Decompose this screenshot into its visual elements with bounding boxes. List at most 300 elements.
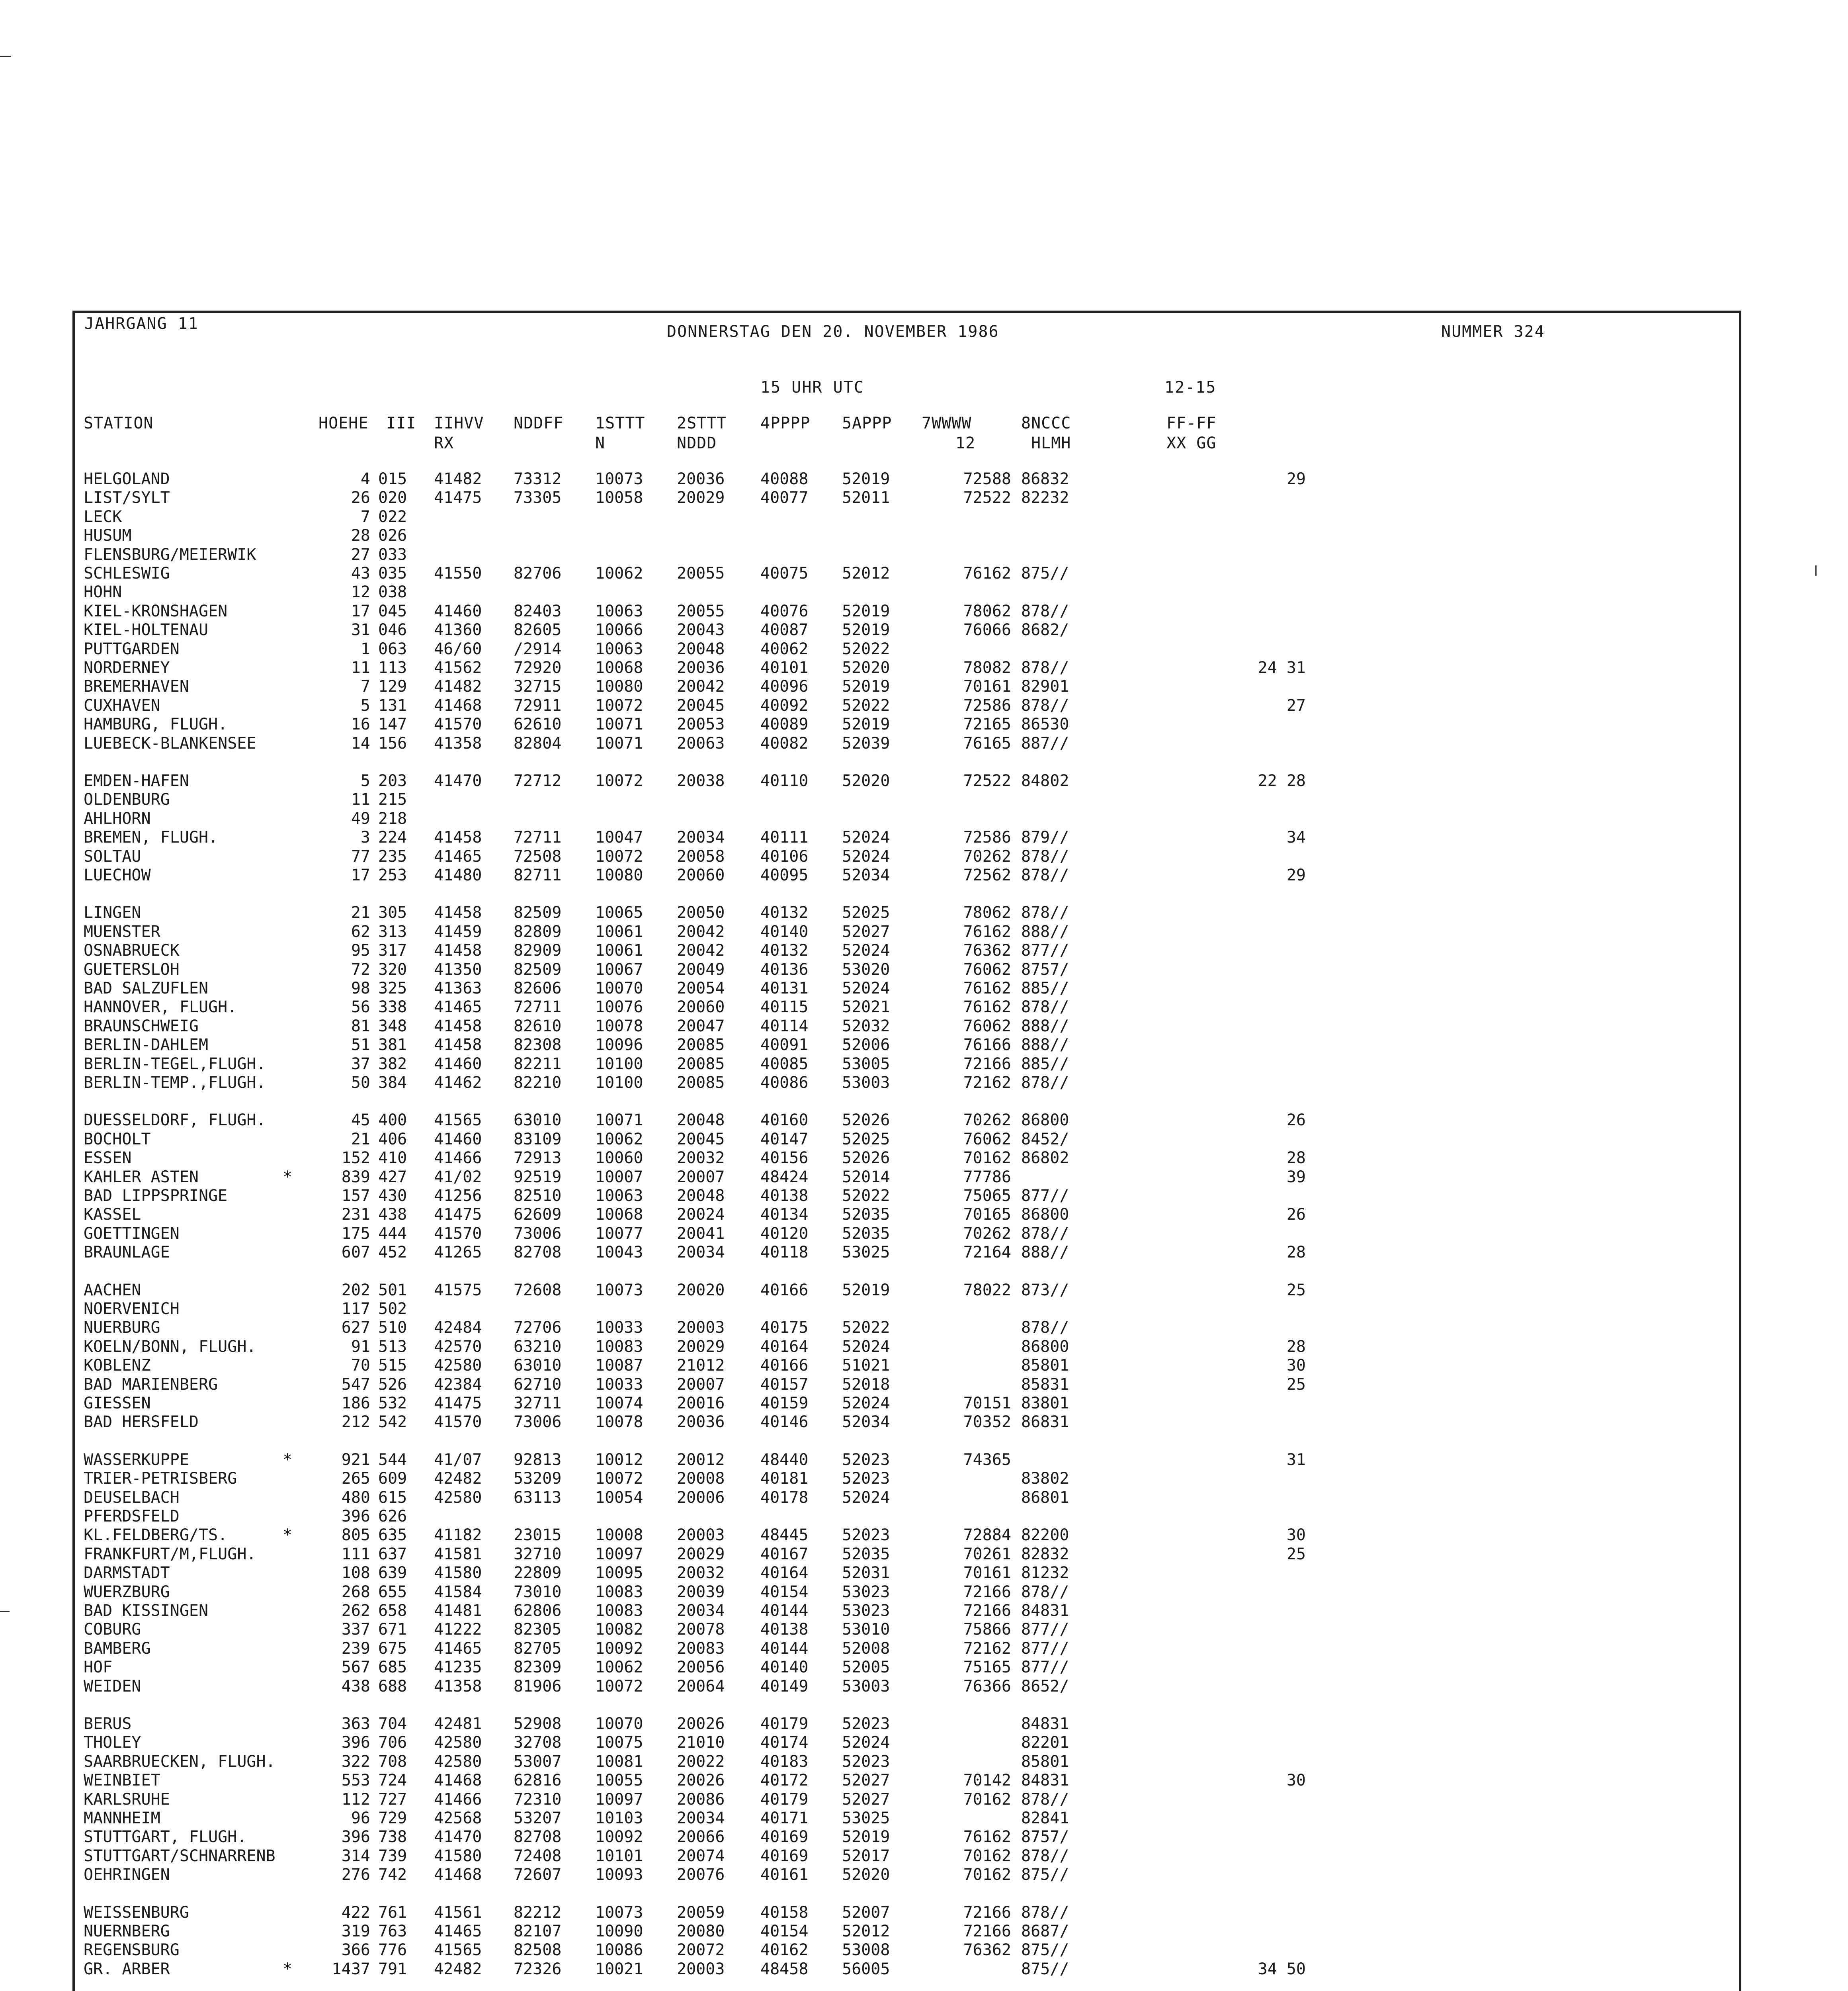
- station-index: 515: [378, 1356, 407, 1375]
- group-4pppp: 40158: [760, 1903, 809, 1922]
- group-iihvv: 41462: [434, 1074, 482, 1092]
- group-2sttt: 20072: [677, 1941, 725, 1960]
- station-name: LIST/SYLT: [84, 489, 170, 507]
- group-1sttt: 10072: [595, 772, 643, 790]
- group-2sttt: 20064: [677, 1677, 725, 1696]
- group-iihvv: 41468: [434, 1771, 482, 1790]
- gust-value: 25: [1286, 1545, 1306, 1563]
- group-1sttt: 10071: [595, 715, 643, 734]
- group-2sttt: 20058: [677, 847, 725, 866]
- group-5appp: 52012: [842, 1922, 890, 1940]
- group-iihvv: 41465: [434, 1639, 482, 1658]
- group-4pppp: 40101: [760, 659, 809, 677]
- group-4pppp: 40172: [760, 1771, 809, 1790]
- group-4pppp: 40183: [760, 1752, 809, 1771]
- station-index: 671: [378, 1620, 407, 1639]
- group-4pppp: 40089: [760, 715, 809, 734]
- station-name: KOBLENZ: [84, 1356, 151, 1375]
- group-5appp: 52024: [842, 1394, 890, 1412]
- margin-mark: [1815, 565, 1817, 576]
- gust-value: 24 31: [1258, 659, 1306, 677]
- group-1sttt: 10071: [595, 1111, 643, 1130]
- group-2sttt: 20085: [677, 1054, 725, 1073]
- station-height: 363: [341, 1715, 370, 1733]
- group-iihvv: 41468: [434, 1866, 482, 1884]
- group-1sttt: 10073: [595, 470, 643, 488]
- group-8nccc: 84831: [1021, 1771, 1069, 1790]
- group-2sttt: 20053: [677, 715, 725, 734]
- station-index: 776: [378, 1941, 407, 1960]
- group-nddff: 81906: [514, 1677, 562, 1696]
- station-index: 510: [378, 1318, 407, 1337]
- group-1sttt: 10065: [595, 904, 643, 922]
- group-nddff: 82509: [514, 960, 562, 979]
- group-8nccc: 875//: [1021, 1941, 1069, 1960]
- group-nddff: 72913: [514, 1149, 562, 1168]
- station-index: 131: [378, 696, 407, 715]
- station-index: 020: [378, 489, 407, 507]
- margin-mark: [0, 56, 11, 57]
- group-iihvv: 41458: [434, 828, 482, 847]
- group-1sttt: 10062: [595, 1130, 643, 1148]
- group-8nccc: 877//: [1021, 1658, 1069, 1677]
- group-nddff: 72711: [514, 998, 562, 1017]
- group-7wwww: 72162: [963, 1074, 1011, 1092]
- group-2sttt: 20048: [677, 1187, 725, 1205]
- group-2sttt: 20034: [677, 1602, 725, 1620]
- group-iihvv: 41480: [434, 866, 482, 884]
- group-4pppp: 40114: [760, 1017, 809, 1035]
- station-index: 063: [378, 640, 407, 658]
- station-index: 406: [378, 1130, 407, 1148]
- gust-value: 30: [1286, 1771, 1306, 1790]
- group-4pppp: 40132: [760, 941, 809, 960]
- group-iihvv: 41460: [434, 1130, 482, 1148]
- group-1sttt: 10067: [595, 960, 643, 979]
- group-7wwww: 72522: [963, 772, 1011, 790]
- group-iihvv: 41570: [434, 1224, 482, 1243]
- station-name: BERUS: [84, 1715, 132, 1733]
- gust-value: 28: [1286, 1337, 1306, 1356]
- station-height: 77: [351, 847, 370, 866]
- col-station: STATION: [84, 414, 154, 432]
- group-iihvv: 41481: [434, 1602, 482, 1620]
- group-8nccc: 84831: [1021, 1602, 1069, 1620]
- group-5appp: 52027: [842, 922, 890, 941]
- group-nddff: 82809: [514, 922, 562, 941]
- group-iihvv: 41350: [434, 960, 482, 979]
- group-nddff: 72608: [514, 1281, 562, 1299]
- group-8nccc: 83801: [1021, 1394, 1069, 1412]
- group-8nccc: 85801: [1021, 1752, 1069, 1771]
- group-nddff: 73010: [514, 1582, 562, 1601]
- group-4pppp: 40159: [760, 1394, 809, 1412]
- group-iihvv: 41256: [434, 1187, 482, 1205]
- mountain-mark: *: [283, 1526, 293, 1545]
- station-height: 422: [341, 1903, 370, 1922]
- group-iihvv: 41458: [434, 904, 482, 922]
- station-index: 724: [378, 1771, 407, 1790]
- station-index: 022: [378, 507, 407, 526]
- group-7wwww: 72166: [963, 1922, 1011, 1940]
- group-1sttt: 10072: [595, 696, 643, 715]
- group-nddff: 82508: [514, 1941, 562, 1960]
- group-5appp: 52007: [842, 1903, 890, 1922]
- station-name: WASSERKUPPE: [84, 1450, 189, 1469]
- station-name: HANNOVER, FLUGH.: [84, 998, 237, 1017]
- station-name: NUERBURG: [84, 1318, 160, 1337]
- group-8nccc: 8682/: [1021, 621, 1069, 640]
- group-iihvv: 41475: [434, 1205, 482, 1224]
- station-index: 761: [378, 1903, 407, 1922]
- group-7wwww: 78022: [963, 1281, 1011, 1299]
- station-index: 526: [378, 1375, 407, 1394]
- group-5appp: 52039: [842, 734, 890, 753]
- group-iihvv: 41465: [434, 998, 482, 1017]
- group-1sttt: 10093: [595, 1866, 643, 1884]
- station-index: 615: [378, 1488, 407, 1507]
- group-nddff: 32715: [514, 677, 562, 696]
- group-4pppp: 40169: [760, 1846, 809, 1865]
- group-7wwww: 72162: [963, 1639, 1011, 1658]
- station-name: AACHEN: [84, 1281, 141, 1299]
- station-height: 1437: [332, 1960, 370, 1978]
- group-5appp: 52034: [842, 866, 890, 884]
- col-7wwww-sub: 12: [955, 434, 976, 452]
- group-nddff: 82606: [514, 979, 562, 997]
- station-index: 253: [378, 866, 407, 884]
- station-name: WUERZBURG: [84, 1582, 170, 1601]
- station-height: 202: [341, 1281, 370, 1299]
- group-8nccc: 877//: [1021, 1620, 1069, 1639]
- group-1sttt: 10090: [595, 1922, 643, 1940]
- station-name: STUTTGART, FLUGH.: [84, 1828, 247, 1846]
- group-7wwww: 70165: [963, 1205, 1011, 1224]
- group-5appp: 53025: [842, 1243, 890, 1262]
- group-7wwww: 76062: [963, 960, 1011, 979]
- group-4pppp: 40092: [760, 696, 809, 715]
- group-4pppp: 40144: [760, 1602, 809, 1620]
- group-iihvv: 41470: [434, 1828, 482, 1846]
- station-name: MUENSTER: [84, 922, 160, 941]
- group-1sttt: 10078: [595, 1413, 643, 1432]
- group-1sttt: 10062: [595, 1658, 643, 1677]
- group-1sttt: 10074: [595, 1394, 643, 1412]
- station-index: 675: [378, 1639, 407, 1658]
- station-index: 729: [378, 1809, 407, 1827]
- station-name: KOELN/BONN, FLUGH.: [84, 1337, 256, 1356]
- group-iihvv: 41235: [434, 1658, 482, 1677]
- col-iihvv-sub: RX: [434, 434, 454, 452]
- gust-value: 26: [1286, 1111, 1306, 1130]
- station-height: 43: [351, 564, 370, 583]
- group-5appp: 52023: [842, 1469, 890, 1488]
- group-2sttt: 21012: [677, 1356, 725, 1375]
- gust-value: 31: [1286, 1450, 1306, 1469]
- station-name: BOCHOLT: [84, 1130, 151, 1148]
- group-8nccc: 86832: [1021, 470, 1069, 488]
- group-2sttt: 20049: [677, 960, 725, 979]
- station-height: 268: [341, 1582, 370, 1601]
- group-4pppp: 40154: [760, 1582, 809, 1601]
- group-2sttt: 20055: [677, 602, 725, 620]
- group-iihvv: 41465: [434, 847, 482, 866]
- station-height: 7: [360, 677, 370, 696]
- station-name: CUXHAVEN: [84, 696, 160, 715]
- group-nddff: 82403: [514, 602, 562, 620]
- station-index: 156: [378, 734, 407, 753]
- group-iihvv: 41584: [434, 1582, 482, 1601]
- group-nddff: 72326: [514, 1960, 562, 1978]
- group-2sttt: 20026: [677, 1715, 725, 1733]
- group-nddff: 52908: [514, 1715, 562, 1733]
- group-7wwww: 76066: [963, 621, 1011, 640]
- group-iihvv: 41470: [434, 772, 482, 790]
- group-2sttt: 20016: [677, 1394, 725, 1412]
- group-2sttt: 20007: [677, 1168, 725, 1186]
- station-name: BRAUNLAGE: [84, 1243, 170, 1262]
- station-index: 235: [378, 847, 407, 866]
- group-8nccc: 878//: [1021, 1903, 1069, 1922]
- group-2sttt: 20047: [677, 1017, 725, 1035]
- group-8nccc: 877//: [1021, 1639, 1069, 1658]
- group-nddff: 82804: [514, 734, 562, 753]
- group-5appp: 52020: [842, 659, 890, 677]
- station-height: 50: [351, 1074, 370, 1092]
- group-nddff: 82610: [514, 1017, 562, 1035]
- col-7wwww: 7WWWW: [922, 414, 972, 432]
- station-height: 175: [341, 1224, 370, 1243]
- col-iii: III: [386, 414, 416, 432]
- group-7wwww: 70162: [963, 1149, 1011, 1168]
- group-4pppp: 40144: [760, 1639, 809, 1658]
- station-name: KAHLER ASTEN: [84, 1168, 199, 1186]
- group-8nccc: 878//: [1021, 1846, 1069, 1865]
- group-iihvv: 42570: [434, 1337, 482, 1356]
- group-1sttt: 10071: [595, 734, 643, 753]
- group-5appp: 52019: [842, 1281, 890, 1299]
- group-7wwww: 78062: [963, 904, 1011, 922]
- group-5appp: 52024: [842, 1733, 890, 1752]
- group-5appp: 52024: [842, 1488, 890, 1507]
- group-2sttt: 20036: [677, 1413, 725, 1432]
- group-nddff: 53209: [514, 1469, 562, 1488]
- group-7wwww: 70262: [963, 847, 1011, 866]
- group-nddff: 73006: [514, 1413, 562, 1432]
- group-8nccc: 888//: [1021, 1243, 1069, 1262]
- station-name: BERLIN-TEMP.,FLUGH.: [84, 1074, 266, 1092]
- group-5appp: 52024: [842, 828, 890, 847]
- station-index: 427: [378, 1168, 407, 1186]
- station-height: 12: [351, 583, 370, 602]
- group-7wwww: 76162: [963, 1828, 1011, 1846]
- group-iihvv: 41475: [434, 489, 482, 507]
- station-height: 11: [351, 659, 370, 677]
- group-nddff: 82909: [514, 941, 562, 960]
- group-5appp: 52027: [842, 1771, 890, 1790]
- group-2sttt: 20045: [677, 1130, 725, 1148]
- group-iihvv: 41460: [434, 1054, 482, 1073]
- group-2sttt: 20056: [677, 1658, 725, 1677]
- group-2sttt: 20080: [677, 1922, 725, 1940]
- column-header: [84, 414, 1358, 462]
- group-2sttt: 20050: [677, 904, 725, 922]
- station-name: THOLEY: [84, 1733, 141, 1752]
- station-index: 542: [378, 1413, 407, 1432]
- station-index: 035: [378, 564, 407, 583]
- report-number: NUMMER 324: [1441, 323, 1545, 341]
- group-1sttt: 10047: [595, 828, 643, 847]
- group-7wwww: 76362: [963, 941, 1011, 960]
- gust-value: 28: [1286, 1149, 1306, 1168]
- group-8nccc: 878//: [1021, 659, 1069, 677]
- col-ff-sub: XX GG: [1166, 434, 1217, 452]
- group-iihvv: 42482: [434, 1960, 482, 1978]
- group-7wwww: 72586: [963, 828, 1011, 847]
- station-index: 215: [378, 790, 407, 809]
- station-index: 400: [378, 1111, 407, 1130]
- station-name: KIEL-HOLTENAU: [84, 621, 209, 640]
- group-7wwww: 72166: [963, 1054, 1011, 1073]
- group-nddff: 62610: [514, 715, 562, 734]
- group-5appp: 52024: [842, 847, 890, 866]
- group-2sttt: 20003: [677, 1526, 725, 1545]
- group-8nccc: 82232: [1021, 489, 1069, 507]
- group-5appp: 52022: [842, 1187, 890, 1205]
- station-name: HOF: [84, 1658, 113, 1677]
- station-index: 635: [378, 1526, 407, 1545]
- group-8nccc: 8757/: [1021, 1828, 1069, 1846]
- group-2sttt: 20012: [677, 1450, 725, 1469]
- group-8nccc: 84831: [1021, 1715, 1069, 1733]
- group-2sttt: 20086: [677, 1790, 725, 1809]
- group-1sttt: 10070: [595, 979, 643, 997]
- station-index: 305: [378, 904, 407, 922]
- station-index: 513: [378, 1337, 407, 1356]
- group-5appp: 51021: [842, 1356, 890, 1375]
- group-5appp: 52019: [842, 715, 890, 734]
- utc-time: 15 UHR UTC: [760, 378, 864, 397]
- group-7wwww: 70162: [963, 1790, 1011, 1809]
- station-height: 366: [341, 1941, 370, 1960]
- group-4pppp: 40138: [760, 1620, 809, 1639]
- station-index: 637: [378, 1545, 407, 1563]
- group-2sttt: 20029: [677, 1337, 725, 1356]
- col-5appp: 5APPP: [842, 414, 892, 432]
- station-height: 152: [341, 1149, 370, 1168]
- group-iihvv: 46/60: [434, 640, 482, 658]
- group-nddff: 82107: [514, 1922, 562, 1940]
- station-index: 045: [378, 602, 407, 620]
- station-height: 396: [341, 1828, 370, 1846]
- group-1sttt: 10092: [595, 1639, 643, 1658]
- group-4pppp: 40171: [760, 1809, 809, 1827]
- station-height: 5: [360, 772, 370, 790]
- group-1sttt: 10033: [595, 1375, 643, 1394]
- station-height: 839: [341, 1168, 370, 1186]
- group-8nccc: 878//: [1021, 1074, 1069, 1092]
- group-1sttt: 10083: [595, 1337, 643, 1356]
- group-8nccc: 8652/: [1021, 1677, 1069, 1696]
- group-1sttt: 10080: [595, 866, 643, 884]
- station-height: 547: [341, 1375, 370, 1394]
- station-name: BRAUNSCHWEIG: [84, 1017, 199, 1035]
- station-index: 113: [378, 659, 407, 677]
- group-4pppp: 40120: [760, 1224, 809, 1243]
- station-height: 265: [341, 1469, 370, 1488]
- mountain-mark: *: [283, 1450, 293, 1469]
- group-8nccc: 875//: [1021, 1866, 1069, 1884]
- group-5appp: 52023: [842, 1715, 890, 1733]
- group-2sttt: 20007: [677, 1375, 725, 1394]
- group-2sttt: 20085: [677, 1036, 725, 1054]
- group-iihvv: 42580: [434, 1356, 482, 1375]
- station-height: 157: [341, 1187, 370, 1205]
- group-8nccc: 888//: [1021, 1017, 1069, 1035]
- station-name: LECK: [84, 507, 122, 526]
- group-1sttt: 10078: [595, 1017, 643, 1035]
- station-name: GUETERSLOH: [84, 960, 180, 979]
- group-1sttt: 10087: [595, 1356, 643, 1375]
- group-2sttt: 20032: [677, 1149, 725, 1168]
- station-height: 28: [351, 526, 370, 545]
- group-8nccc: 878//: [1021, 847, 1069, 866]
- group-8nccc: 878//: [1021, 602, 1069, 620]
- station-height: 438: [341, 1677, 370, 1696]
- group-nddff: 73312: [514, 470, 562, 488]
- group-5appp: 52019: [842, 602, 890, 620]
- station-index: 038: [378, 583, 407, 602]
- group-4pppp: 40140: [760, 922, 809, 941]
- gust-value: 34 50: [1258, 1960, 1306, 1978]
- station-name: KASSEL: [84, 1205, 141, 1224]
- station-height: 27: [351, 545, 370, 564]
- station-name: BAD HERSFELD: [84, 1413, 199, 1432]
- group-4pppp: 40175: [760, 1318, 809, 1337]
- group-1sttt: 10097: [595, 1790, 643, 1809]
- group-4pppp: 40178: [760, 1488, 809, 1507]
- group-1sttt: 10068: [595, 1205, 643, 1224]
- group-5appp: 52019: [842, 470, 890, 488]
- group-iihvv: 41468: [434, 696, 482, 715]
- group-1sttt: 10096: [595, 1036, 643, 1054]
- station-name: LUEBECK-BLANKENSEE: [84, 734, 256, 753]
- group-1sttt: 10072: [595, 847, 643, 866]
- station-height: 117: [341, 1300, 370, 1318]
- station-height: 95: [351, 941, 370, 960]
- station-height: 21: [351, 904, 370, 922]
- station-index: 444: [378, 1224, 407, 1243]
- station-index: 203: [378, 772, 407, 790]
- group-5appp: 52024: [842, 941, 890, 960]
- group-2sttt: 20029: [677, 1545, 725, 1563]
- station-name: BREMEN, FLUGH.: [84, 828, 218, 847]
- group-iihvv: 41475: [434, 1394, 482, 1412]
- group-iihvv: 41358: [434, 1677, 482, 1696]
- group-5appp: 52022: [842, 640, 890, 658]
- station-name: HELGOLAND: [84, 470, 170, 488]
- gust-value: 39: [1286, 1168, 1306, 1186]
- group-8nccc: 879//: [1021, 828, 1069, 847]
- group-nddff: 82708: [514, 1828, 562, 1846]
- group-8nccc: 873//: [1021, 1281, 1069, 1299]
- group-7wwww: 72166: [963, 1582, 1011, 1601]
- group-5appp: 53008: [842, 1941, 890, 1960]
- group-7wwww: 75065: [963, 1187, 1011, 1205]
- station-height: 337: [341, 1620, 370, 1639]
- group-4pppp: 40166: [760, 1281, 809, 1299]
- station-height: 319: [341, 1922, 370, 1940]
